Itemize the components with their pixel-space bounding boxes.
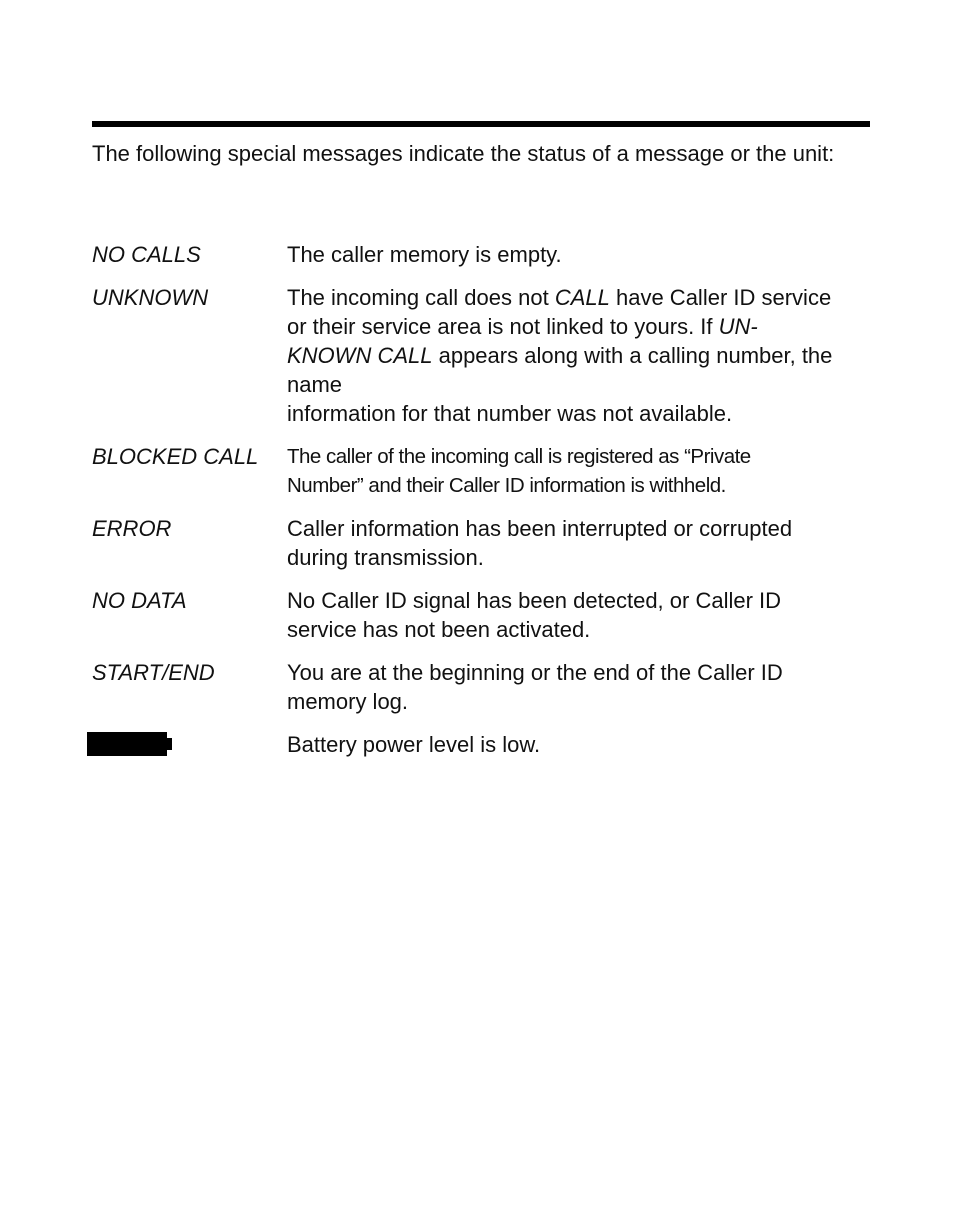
entry-blocked-call [92, 442, 882, 500]
section-top-rule [92, 121, 870, 127]
entry-start-end [92, 658, 882, 716]
entry-term: BLOCKED CALL [92, 444, 259, 469]
battery-low-icon [87, 732, 171, 756]
entry-term: NO CALLS [92, 242, 201, 267]
entry-no-calls [92, 240, 882, 269]
intro-paragraph: The following special messages indicate the status of a message or the unit: [92, 141, 835, 166]
entry-description: The caller of the incoming call is registered as “Private Number” and their Caller ID information is withheld. [287, 445, 751, 497]
entry-error [92, 514, 882, 572]
entry-term-icon [92, 730, 287, 763]
entry-battery-low [92, 730, 882, 763]
entry-description: Battery power level is low. [287, 732, 541, 757]
entry-description: Caller information has been interrupted or corrupted during transmission. [287, 516, 793, 570]
entry-description: No Caller ID signal has been detected, or Caller ID service has not been activated. [287, 588, 782, 642]
status-message-list [92, 240, 882, 777]
entry-term: NO DATA [92, 588, 187, 613]
entry-description: You are at the beginning or the end of the Caller ID memory log. [287, 660, 783, 714]
entry-term: ERROR [92, 516, 172, 541]
entry-no-data [92, 586, 882, 644]
entry-unknown [92, 283, 882, 428]
entry-description: The incoming call does not CALL have Caller ID service or their service area is not linked to yours. If UN- KNOWN CALL appears along with a calling number, the name information for that number was not available. [287, 285, 833, 426]
entry-term: UNKNOWN [92, 285, 209, 310]
entry-term: START/END [92, 660, 215, 685]
entry-description: The caller memory is empty. [287, 242, 562, 267]
